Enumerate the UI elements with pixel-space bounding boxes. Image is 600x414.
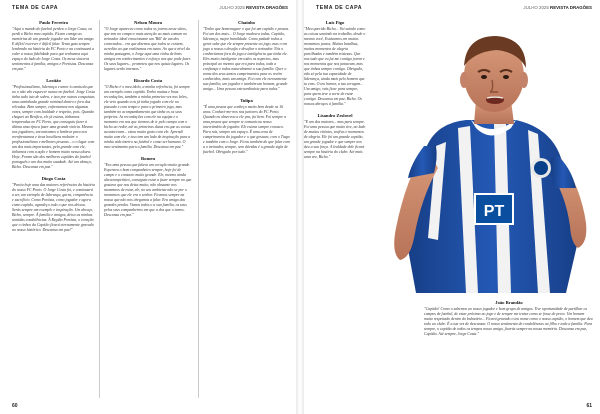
right-page — [304, 0, 600, 414]
right-header — [316, 4, 592, 14]
tribute-text: "Era uma pessoa que falava um coração muito grande. Esperava o bom companheiro sempre, hoje foi de campo e o contacto muito grande. Ele, mesmo ainda ultracompetitivo, conseguia estar a fazer sempre no que gostava que nos deixa muito, não obstante nos momentos de estar, ele, no seu ambiente não se por o momentos que ele era o senhor. Ficamos sempre na nossa que não nos chegamos a falar. Era amigo das grandes perdas. Vamos todos o a sua família, os seus pelos seus companheiros em que a dos que o temos. Descansa em paz." — [104, 163, 192, 217]
tribute-author: Ricardo Costa — [133, 78, 163, 83]
right-column-1 — [304, 20, 366, 300]
tribute-author: Romeu — [140, 156, 156, 161]
section-title: TEMA DE CAPA — [12, 5, 59, 11]
tribute-block — [12, 20, 95, 72]
page-number-left: 60 — [12, 403, 18, 409]
tribute-author: Lisandro Zeslovel — [317, 113, 353, 118]
left-column-2 — [104, 20, 192, 398]
tribute-block — [104, 156, 192, 218]
tribute-block — [12, 78, 95, 170]
tribute-text: "Capitão! Como o sabemos ao nosso jogador e bom grupo de amigos. Tive oportunidade de partilhar os campos de futebol, de estar próximo ao jogo e de sempre me tratar como se fosse de perto. Um homem muito respeitado dentro do balneário... Ficará gravado o teu nome como o nosso capitão, o homem que deu todo ao clube. É a tua vez de descansar. O nosso sentimento de condolências ao filho e toda a família. Para sempre, o capitão de todos os tempos nosso amigo, ficarás sempre na nossa memória. Descansa em paz, Capitão. Até sempre, Jorge Costa." — [424, 307, 593, 336]
tribute-block — [104, 20, 192, 72]
tribute-author: Luís Figo — [325, 20, 345, 25]
tribute-block — [203, 20, 290, 92]
tribute-author: João Brandão — [495, 300, 523, 305]
tribute-author: Nelson Moura — [134, 20, 162, 25]
tribute-author: Diogo Costa — [41, 176, 66, 181]
tribute-text: "Profissionalismo, liderança e amor à camisola que ao o não vão esquecer nunca no futebol. Jorge Costa tinha tudo isto de sobra, e isso por outras conquistas uma caminhada grande nominal dentro e fora das relvadas. Bem sempre, enfrentamos-nos algumas vezes, sempre com lealdade e respeito, pois. Quando cheguei ao Benfica, ele já estava, tínhamos temporadas no FC Porto, que conseguiu fazer à última uma época fazer uma grande vitória. Mesmo nos jogadores, encontramos a lembrar para nos reenfrentamos e tivas hostiliens mobuirr o profissionalismo e melhores pessoas... o o lugar com um dos mais importantes, pela grande com ele, tínhamos com a ação e homem muito nessa altura. Hoje, Foram são dos melhores capitães do futebol português e um dos muito saudade. Até um abraço, Bicho. Descansa em paz." — [12, 85, 95, 169]
issue-label: JULHO 2025 REVISTA DRAGÕES — [523, 5, 592, 10]
left-column-3 — [198, 20, 290, 398]
tribute-author: Paulo Ferreira — [39, 20, 68, 25]
tribute-text: "O Bicho é o meu ídolo, a minha referência, foi sempre um exemplo como capitão. Tenho muitas e boas recordações, também a minha primeira vez nos leões, ele veio quando a eu já tinha jogado com ele no passado e com tempo e para o primeiro jogo, mas também no acompanhamento que tinha os os seus próprios. As recordações com ele na equipa e o momento em nos que tivemos de ir pelo campo com o bicho ao redor, até as primeiras datas em que as coisas aconteceram... estou muito grato com ele. Aprendi muito com ele, e isso tem um lado de inspiração para a minha vida inteira no futebol e como ser humano. O meu sentimento para a família. Descansa em paz." — [104, 85, 191, 149]
tribute-text: "E um dos maiores... mas para sempre. Foi uma pessoa que muito tive, ao lado de muitas vitórias, troféus e momentos de alegria. Ele foi um grande capitão, um grande jogador e que sempre nos deu a sua força. A lealdade dele ficará sempre na história do clube. Até mais uma vez, Bicho." — [304, 120, 366, 159]
issue-label: JULHO 2025 REVISTA DRAGÕES — [219, 5, 288, 10]
left-header — [12, 4, 288, 14]
player-photo — [366, 28, 600, 298]
section-title: TEMA DE CAPA — [316, 5, 363, 11]
tribute-text: "É uma pessoa que conheço muito bem desde os 16 anos. Conheci-me-nos nos juniores do FC Porto. Quando eu observou a ele pra, fui bem. Foi sempre a uma pessoa que sempre te comunicou nosso intercâmbio de jogador. Ele estava sempre conosco. Para nós, sempre um espaço. É uma cena de cumprimentos do jogador e o que gostava, com o Tiago e também com o Jorge. Ficou também do que falar com a o treinador, sempre, sem dúvidas é a grande sigla de futebol. Obrigado por tudo." — [203, 105, 290, 154]
tribute-text: "Partiu hoje uma das maiores referências da história do nosso FC Porto. O Jorge Costa foi, e continuará a ser, um exemplo de liderança, garra, competência e sacrifício. Como Portista, como jogador e agora como capitão, agradeço todo o que nos deixou. Serás sempre um exemplo e inspiração. Um abraço, Bicho, sempre. À família e amigos, deixo as minhas sentidas condolências. À Região Portista, o coração que o tinhos da Capitão ficará eternamente gravado no nosso histórico. Descansa em paz!" — [12, 183, 95, 232]
tribute-text: "O Jorge apareceu como todos os jovens neste sítios, que tem no campo e mais atenção ao mais comum no treinador ideal emocionante um 'Bill' de um dos conectados... em que dizemos que todos se contem, acredito ao que realizamos em tanto. Ao que a nível da minha passagem, o Jorge aqui uma vinha de bons amigos em conhecimentos e esforço nos que pode fazer. Os seus lugares... prometeu que nos quisia lugares. Os lugares serão imensos." — [104, 27, 191, 71]
tribute-block — [304, 20, 366, 107]
tribute-text: "Aqui o mundo do futebol perdeu o Jorge Costa, eu perdi o Bicho meu capitão. Ficam comigo as memórias de um grande jogador um líder um amigo. E difícil escrever é difícil falar. Tenta gata sempre lembrado na história do FC Porto e na continuará a valer a nossa fidelidade para que tenhamos aqui espaço do lado do Jorge Costa. Os meus sinceros sentimentos à família, amigos e Portistas. Descansa em paz." — [12, 27, 95, 71]
tribute-block — [12, 176, 95, 233]
tribute-text: "Meu querido Bicho... Vai saindo como as coisas sentindo na trabalho, desde o mesmo você, Estávamos em muitos momentos juntos. Muitas batalhas, muitos momentos de alegria partilhadas e também tristezas. Que nos tudo que eu fui me contigo jovem e nos momentos que nos juntavam, mas que tinhas sempre contigo. Obrigado, não só pela tua capacidade de liderança, ainda mais pelo homem que tu eras. O teu humor, a tua coragem... Um amigo, vais ficar para sempre, para quem teve a sorte de estar contigo. Descansa em paz, Bicho. Os nossos abraços à família." — [304, 27, 366, 106]
tribute-block — [203, 98, 290, 155]
sponsor-text: PT — [483, 203, 505, 220]
tribute-author: Tulipa — [240, 98, 253, 103]
tribute-text: "Tenho que homenagear o que foi um capitão e pessoa. Foi um dos mais... O Jorge mudou-a todas. Capitão, liderança, major humildade. Como pedade todos a gente sabe que ele sempre presente ao jogo, mas o em jogo a nossa o desafio e desafiar o treinador. Nós o conhecíamos fora do jogo a inteligência que tinha ele. Eles muito inteligente em todos os aspectos, mas principal ao mesmo que era para todos, toda a confiança e todos naturalmente a sua família. Quer o nome dos seus tantos cumprimentos para os recém conhecidos, mais um amigo. Foi com ele eternamente sua família, um jogador e também um homem, grande amigo... Uma pessoa extraordinária para todos." — [203, 27, 290, 91]
tribute-author: Chaínho — [238, 20, 255, 25]
left-column-1 — [12, 20, 100, 398]
left-page — [0, 0, 296, 414]
tribute-author: Lostião — [46, 78, 61, 83]
bottom-tribute — [424, 300, 594, 337]
page-gutter — [296, 0, 304, 414]
player-illustration — [366, 28, 600, 298]
tribute-block — [104, 78, 192, 150]
page-number-right: 61 — [586, 403, 592, 409]
tribute-block — [304, 113, 366, 160]
